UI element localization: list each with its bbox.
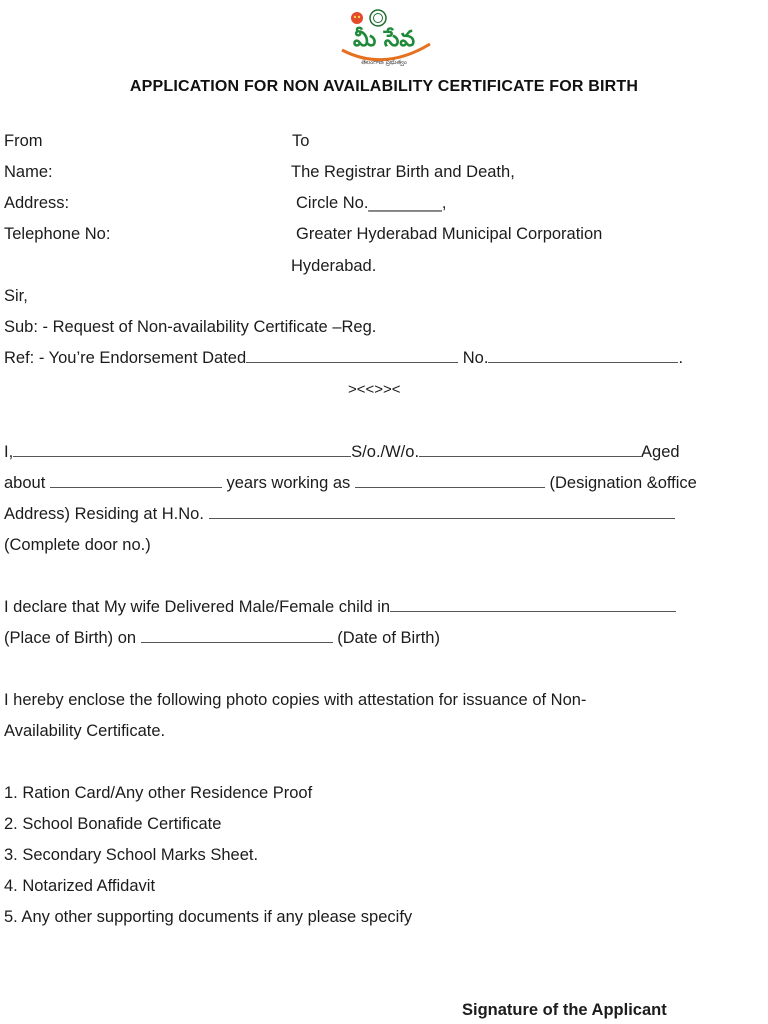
ref-end: . — [678, 349, 684, 367]
applicant-name-blank — [13, 442, 351, 457]
circle-line: Circle No.________, — [296, 194, 447, 212]
place-label: (Place of Birth) on — [4, 629, 137, 647]
declaration-line — [4, 597, 676, 617]
applicant-line — [4, 442, 680, 462]
enclosure-item: 5. Any other supporting documents if any please specify — [4, 908, 413, 926]
enclosure-item: 2. School Bonafide Certificate — [4, 815, 222, 833]
form-title: APPLICATION FOR NON AVAILABILITY CERTIFICATE FOR BIRTH — [129, 78, 639, 95]
so-label: S/o./W/o. — [351, 443, 420, 461]
signature-label: Signature of the Applicant — [462, 1001, 667, 1019]
date-label: (Date of Birth) — [337, 629, 440, 647]
meeseva-logo — [334, 6, 436, 72]
date-of-birth-blank — [141, 628, 333, 643]
door-no-label: (Complete door no.) — [4, 536, 151, 554]
corporation-line: Greater Hyderabad Municipal Corporation — [296, 225, 603, 243]
meeseva-logo-graphic — [334, 6, 436, 72]
house-no-blank — [209, 504, 675, 519]
parent-name-blank — [419, 442, 641, 457]
name-label: Name: — [4, 163, 53, 181]
place-of-birth-blank — [390, 597, 676, 612]
address-label: Address: — [4, 194, 70, 212]
separator: ><<>>< — [348, 381, 401, 398]
ref-no-label: No. — [462, 349, 489, 367]
ref-no-blank — [488, 348, 678, 363]
registrar-line: The Registrar Birth and Death, — [291, 163, 515, 181]
city-line: Hyderabad. — [291, 257, 377, 275]
residence-line — [4, 504, 675, 524]
birth-date-line — [4, 628, 440, 648]
enclosure-item: 3. Secondary School Marks Sheet. — [4, 846, 259, 864]
declare-label: I declare that My wife Delivered Male/Female child in — [4, 598, 391, 616]
enclosure-item: 4. Notarized Affidavit — [4, 877, 156, 895]
i-label: I, — [4, 443, 14, 461]
enclose-line-1: I hereby enclose the following photo copies with attestation for issuance of Non- — [4, 691, 587, 709]
enclosure-item: 1. Ration Card/Any other Residence Proof — [4, 784, 313, 802]
years-label: years working as — [226, 474, 351, 492]
age-line — [4, 473, 697, 493]
residing-label: Address) Residing at H.No. — [4, 505, 204, 523]
occupation-blank — [355, 473, 545, 488]
svg-text:మీ సేవ: మీ సేవ — [352, 27, 416, 52]
from-label: From — [4, 132, 43, 150]
to-label: To — [292, 132, 310, 150]
salutation: Sir, — [4, 287, 28, 305]
telephone-label: Telephone No: — [4, 225, 111, 243]
reference-line — [4, 348, 683, 368]
about-label: about — [4, 474, 46, 492]
subject-line: Sub: - Request of Non-availability Certificate –Reg. — [4, 318, 377, 336]
ref-label: Ref: - You’re Endorsement Dated — [4, 349, 247, 367]
ref-date-blank — [246, 348, 458, 363]
aged-label: Aged — [641, 443, 680, 461]
designation-label: (Designation &office — [549, 474, 697, 492]
svg-text:తెలంగాణ ప్రభుత్వం: తెలంగాణ ప్రభుత్వం — [361, 59, 407, 66]
age-blank — [50, 473, 222, 488]
enclose-line-2: Availability Certificate. — [4, 722, 166, 740]
